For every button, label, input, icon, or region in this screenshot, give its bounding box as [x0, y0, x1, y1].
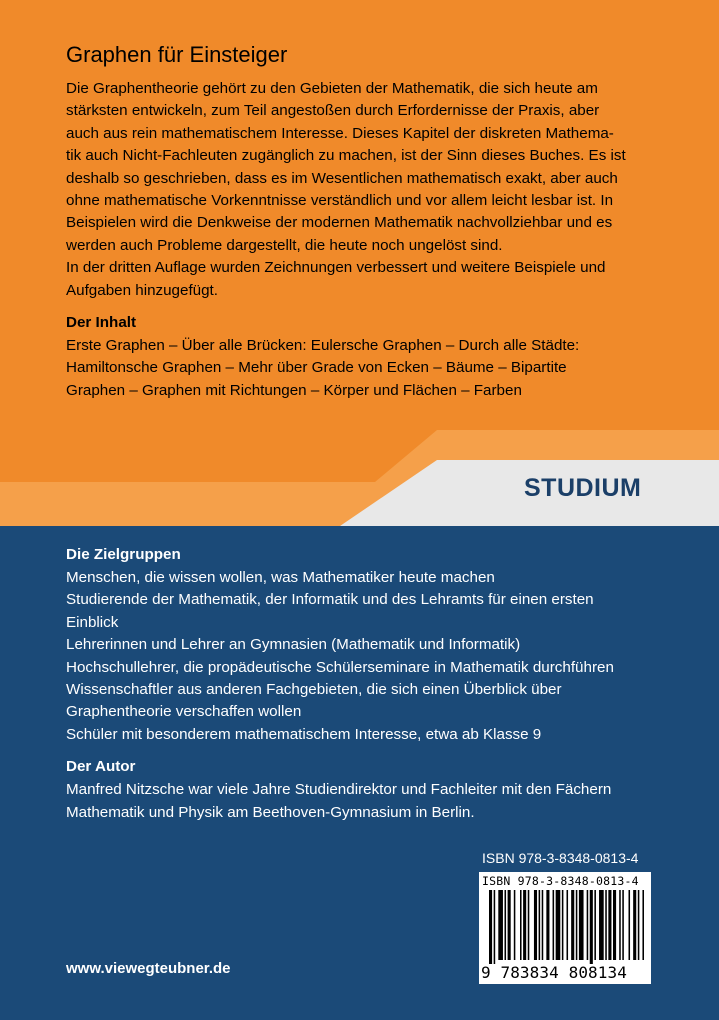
- barcode-bar: [520, 890, 522, 960]
- barcode: [479, 872, 651, 984]
- barcode-bar: [534, 890, 537, 960]
- barcode-bar: [508, 890, 511, 960]
- publisher-website: www.viewegteubner.de: [66, 960, 231, 977]
- barcode-bar: [556, 890, 561, 960]
- barcode-bar: [599, 890, 604, 960]
- barcode-bar: [590, 890, 593, 964]
- author-heading: Der Autor: [66, 758, 136, 776]
- barcode-bar: [494, 890, 496, 964]
- barcode-bar: [505, 890, 507, 960]
- audience-item: Studierende der Mathematik, der Informatik und des Lehramts für einen ersten Einblick: [66, 591, 594, 631]
- isbn-label: ISBN 978-3-8348-0813-4: [482, 850, 639, 866]
- bottom-content: [66, 544, 686, 824]
- audience-heading: Die Zielgruppen: [66, 546, 181, 563]
- description-text: Die Graphentheorie gehört zu den Gebieten der Mathematik, die sich heute am stärksten entwickeln, zum Teil angestoßen durch Erfordernisse der Praxis, aber auch aus rein mathematischem Interesse. Dieses Kapitel der diskreten Mathema- tik auch Nicht-Fachleuten zugänglich zu machen, ist der Sinn dieses Buches. Es ist deshalb so geschrieben, dass es im Wesentlichen mathematisch exakt, aber auch ohne mathematische Vorkenntnisse verständlich und vor allem leicht lesbar ist. In Beispielen wird die Denkweise der modernen Mathematik nachvollziehbar und es werden auch Probleme dargestellt, die heute noch ungelöst sind. In der dritten Auflage wurden Zeichnungen verbessert und weitere Beispiele und Aufgaben hinzugefügt.: [66, 80, 626, 299]
- barcode-bar: [498, 890, 503, 960]
- barcode-bar: [528, 890, 530, 960]
- barcode-bar: [638, 890, 640, 960]
- barcode-bar: [622, 890, 624, 960]
- barcode-bar: [579, 890, 584, 960]
- audience-item: Wissenschaftler aus anderen Fachgebieten, die sich einen Überblick über Graphentheorie verschaffen wollen: [66, 681, 562, 721]
- barcode-bar: [539, 890, 541, 960]
- barcode-bar: [594, 890, 596, 960]
- barcode-bar: [542, 890, 544, 960]
- barcode-isbn-text: ISBN 978-3-8348-0813-4: [482, 874, 639, 888]
- barcode-number: 9 783834 808134: [481, 963, 627, 982]
- barcode-bar: [613, 890, 616, 960]
- barcode-bar: [562, 890, 564, 960]
- barcode-bar: [587, 890, 589, 960]
- audience-item: Schüler mit besonderem mathematischem Interesse, etwa ab Klasse 9: [66, 725, 542, 743]
- barcode-bar: [489, 890, 492, 964]
- barcode-bar: [546, 890, 549, 960]
- content-text: Erste Graphen – Über alle Brücken: Eulersche Graphen – Durch alle Städte: Hamiltonsche Graphen – Mehr über Grade von Ecken – Bäume – Bipartite Graphen – Graphen mit Richtungen – Körper und Flächen – Farben: [66, 337, 580, 399]
- barcode-bar: [553, 890, 555, 960]
- barcode-bar: [567, 890, 569, 960]
- barcode-bar: [619, 890, 621, 960]
- audience-item: Menschen, die wissen wollen, was Mathematiker heute machen: [66, 569, 495, 586]
- audience-item: Lehrerinnen und Lehrer an Gymnasien (Mathematik und Informatik): [66, 636, 521, 654]
- audience-list: [66, 567, 686, 746]
- barcode-bar: [514, 890, 516, 960]
- series-label: STUDIUM: [524, 474, 642, 502]
- top-content: [66, 40, 666, 402]
- barcode-bar: [576, 890, 578, 960]
- audience-item: Hochschullehrer, die propädeutische Schülerseminare in Mathematik durchführen: [66, 658, 614, 676]
- barcode-bars: [489, 890, 645, 964]
- barcode-bar: [633, 890, 636, 960]
- book-title: Graphen für Einsteiger: [66, 42, 288, 67]
- barcode-bar: [605, 890, 607, 960]
- barcode-bar: [642, 890, 644, 960]
- barcode-bar: [608, 890, 611, 960]
- content-heading: Der Inhalt: [66, 314, 137, 332]
- barcode-bar: [523, 890, 526, 960]
- barcode-bar: [629, 890, 631, 960]
- author-text: Manfred Nitzsche war viele Jahre Studiendirektor und Fachleiter mit den Fächern Mathematik und Physik am Beethoven-Gymnasium in Berlin.: [66, 781, 612, 821]
- barcode-bar: [571, 890, 574, 960]
